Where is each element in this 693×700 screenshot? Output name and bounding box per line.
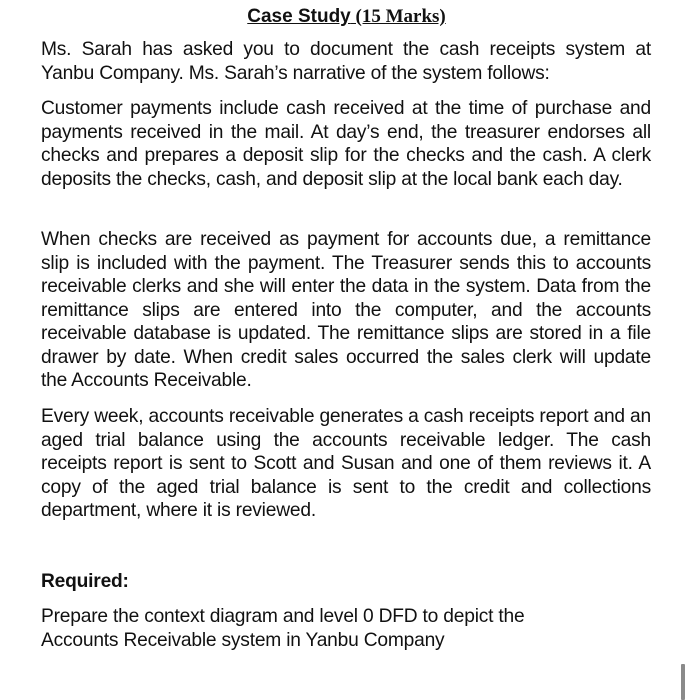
vertical-scrollbar[interactable] (681, 664, 685, 700)
title-main: Case Study (247, 6, 351, 27)
weekly-reports-paragraph: Every week, accounts receivable generates a cash receipts report and an aged trial balance using the accounts receivable ledger. The cash receipts report is sent to Scott and Susan and one of them reviews it. A copy of the aged trial balance is sent to the credit and collections department, where it is reviewed. (41, 406, 651, 521)
title-marks: (15 Marks) (355, 6, 446, 27)
case-study-title (0, 4, 693, 30)
required-heading: Required: (41, 571, 129, 592)
required-text: Prepare the context diagram and level 0 DFD to depict the Accounts Receivable system in Yanbu Company (41, 606, 525, 651)
intro-paragraph: Ms. Sarah has asked you to document the cash receipts system at Yanbu Company. Ms. Sarah’s narrative of the system follows: (41, 39, 651, 84)
remittance-paragraph: When checks are received as payment for accounts due, a remittance slip is included with the payment. The Treasurer sends this to accounts receivable clerks and she will enter the data in the system. Data from the remittance slips are entered into the computer, and the accounts receivable database is updated. The remittance slips are stored in a file drawer by date. When credit sales occurred the sales clerk will update the Accounts Receivable. (41, 229, 651, 391)
customer-payments-paragraph: Customer payments include cash received at the time of purchase and payments received in the mail. At day’s end, the treasurer endorses all checks and prepares a deposit slip for the checks and the cash. A clerk deposits the checks, cash, and deposit slip at the local bank each day. (41, 98, 651, 190)
